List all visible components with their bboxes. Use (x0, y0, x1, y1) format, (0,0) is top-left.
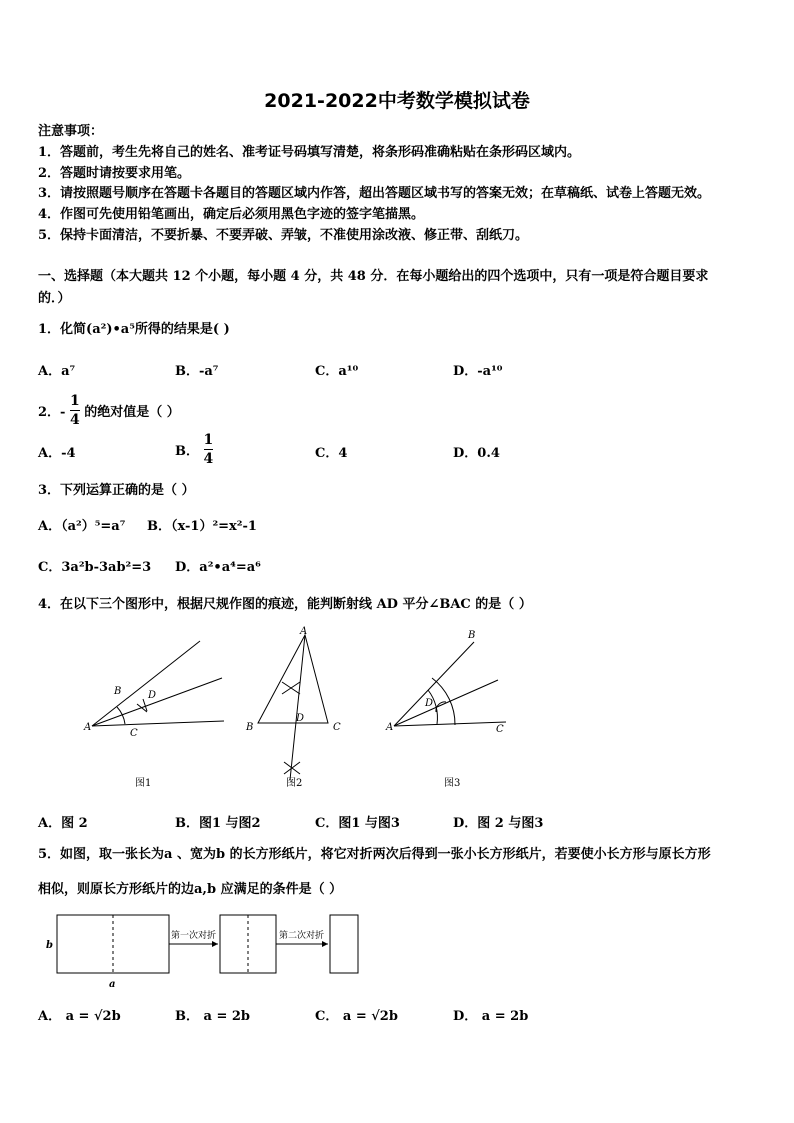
notice-heading: 注意事项： (38, 124, 104, 139)
q1-option-d: D．-a¹⁰ (453, 364, 503, 379)
fig3-label-a: A (386, 722, 394, 733)
fig3-label-b: B (468, 630, 476, 641)
q2-number: 2．- (38, 405, 66, 420)
q4-figures (0, 620, 794, 795)
notice-item-2: 2．答题时请按要求用笔。 (38, 166, 191, 181)
q1-stem: 1．化简(a²)•a⁵所得的结果是( ) (38, 322, 230, 337)
notice-item-5: 5．保持卡面清洁，不要折暴、不要弄破、弄皱，不准使用涂改液、修正带、刮纸刀。 (38, 228, 529, 243)
fig-label-b: b (46, 940, 53, 951)
q2-option-b: B． $\frac{1}{4}$ (175, 432, 214, 467)
q3-option-a: A．（a²）⁵=a⁷ (38, 519, 126, 534)
q5-stem-line-2: 相似，则原长方形纸片的边a,b 应满足的条件是（ ） (38, 882, 343, 897)
q3-stem: 3．下列运算正确的是（ ） (38, 483, 195, 498)
section-line-1: 一、选择题（本大题共 12 个小题，每小题 4 分，共 48 分．在每小题给出的四个选项中，只有一项是符合题目要求 (38, 269, 709, 284)
fig2-label-d: D (296, 713, 305, 724)
q4-option-b: B．图1 与图2 (175, 816, 261, 831)
q2-stem (38, 393, 180, 428)
fig1-label-d: D (148, 690, 157, 701)
fig1-caption: 图1 (135, 778, 152, 789)
q3-option-d: D．a²•a⁴=a⁶ (175, 560, 261, 575)
fig1-label-b: B (114, 686, 122, 697)
q4-stem: 4．在以下三个图形中，根据尺规作图的痕迹，能判断射线 AD 平分∠BAC 的是（ ） (38, 597, 532, 612)
q5-figure (0, 905, 794, 990)
q4-option-c: C．图1 与图3 (315, 816, 400, 831)
q4-option-a: A．图 2 (38, 816, 88, 831)
q5-option-a: A． a = √2b (38, 1009, 121, 1024)
q2-fraction-numerator: 1 (69, 393, 80, 409)
q2-option-c: C．4 (315, 446, 348, 461)
q2-fraction (70, 393, 80, 428)
q1-option-b: B．-a⁷ (175, 364, 219, 379)
fig3-label-d: D (425, 698, 434, 709)
q2-option-d: D．0.4 (453, 446, 500, 461)
notice-item-3: 3．请按照题号顺序在答题卡各题目的答题区域内作答，超出答题区域书写的答案无效；在草稿纸、试卷上答题无效。 (38, 186, 711, 201)
q5-option-b: B． a = 2b (175, 1009, 251, 1024)
fig1-label-c: C (130, 728, 138, 739)
fold1-label: 第一次对折 (171, 931, 217, 941)
page-title: 2021-2022中考数学模拟试卷 (264, 90, 530, 112)
q3-option-c: C．3a²b-3ab²=3 (38, 560, 152, 575)
fig2-label-a: A (300, 626, 308, 637)
fold2-label: 第二次对折 (279, 931, 325, 941)
fig2-label-b: B (246, 722, 254, 733)
fig3-caption: 图3 (444, 778, 461, 789)
q2-fraction-denominator: 4 (69, 412, 80, 428)
q5-option-c: C． a = √2b (315, 1009, 398, 1024)
fig-label-a: a (109, 979, 116, 990)
fig2-label-c: C (333, 722, 341, 733)
q5-option-d: D． a = 2b (453, 1009, 529, 1024)
fig1-label-a: A (84, 722, 92, 733)
q5-stem-line-1: 5．如图，取一张长为a 、宽为b 的长方形纸片，将它对折两次后得到一张小长方形纸片，若要使小长方形与原长方形 (38, 847, 711, 862)
fig2-caption: 图2 (286, 778, 303, 789)
fig3-label-c: C (496, 724, 504, 735)
q2-option-b-fraction: $\frac{1}{4}$ (203, 432, 214, 467)
q1-option-c: C．a¹⁰ (315, 364, 359, 379)
q3-option-b: B．（x-1）²=x²-1 (147, 519, 257, 534)
q4-option-d: D．图 2 与图3 (453, 816, 544, 831)
q2-stem-tail: 的绝对值是（ ） (84, 405, 180, 420)
section-line-2: 的．） (38, 291, 71, 306)
q1-option-a: A．a⁷ (38, 364, 76, 379)
notice-item-4: 4．作图可先使用铅笔画出，确定后必须用黑色字迹的签字笔描黑。 (38, 207, 425, 222)
second-fold-rectangle (330, 915, 358, 973)
q2-option-a: A．-4 (38, 446, 76, 461)
notice-item-1: 1．答题前，考生先将自己的姓名、准考证号码填写清楚，将条形码准确粘贴在条形码区域内。 (38, 145, 581, 160)
